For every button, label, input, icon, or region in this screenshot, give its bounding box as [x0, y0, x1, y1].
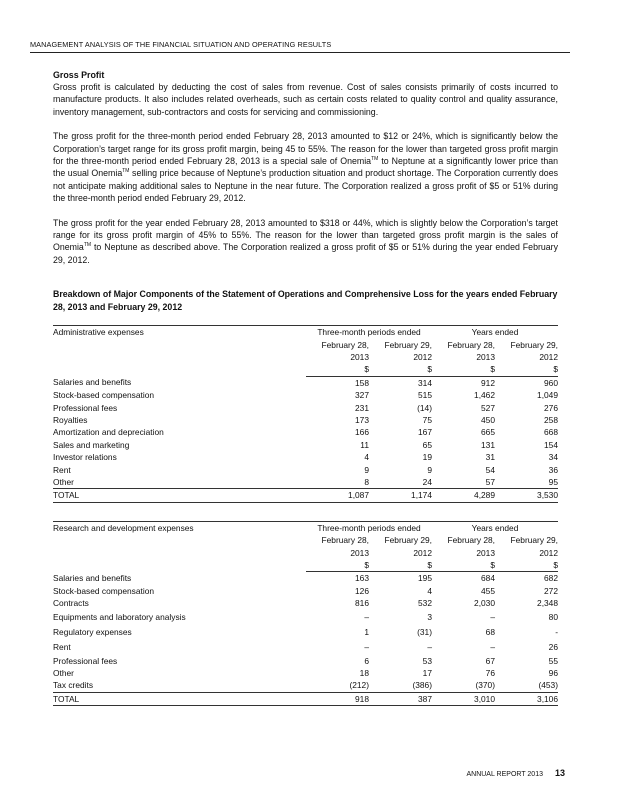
report-label: ANNUAL REPORT 2013	[466, 771, 543, 778]
currency-row	[53, 559, 558, 572]
research-development-expenses-table	[53, 521, 558, 706]
column-header: 2012	[413, 547, 432, 558]
column-header: 2013	[350, 351, 369, 362]
cell-value: 54	[485, 464, 495, 475]
column-header: 2013	[350, 547, 369, 558]
cell-value: 154	[544, 439, 558, 450]
paragraph-text: The gross profit for the three-month period ended February 28, 2013 amounted to $12 or 24%, which is significantly below the Corporation’s target range for its gross profit margin, being 45 to 55%. The reason for the lower than targeted gross profit margin for the three-month period ended February 28, 2013 is a special sale of Onemia	[53, 131, 558, 167]
cell-value: 24	[422, 476, 432, 487]
row-label: Salaries and benefits	[53, 573, 132, 584]
column-group-years: Years ended	[432, 326, 558, 339]
cell-value: –	[490, 641, 495, 652]
cell-value: 19	[422, 452, 432, 463]
cell-value: (14)	[417, 402, 432, 413]
row-label: TOTAL	[53, 692, 306, 705]
column-header: 2012	[539, 547, 558, 558]
column-header: February 29,	[510, 339, 558, 350]
cell-value: 2,030	[474, 598, 495, 609]
cell-value: 158	[355, 377, 369, 388]
cell-value: 195	[418, 573, 432, 584]
row-label: Rent	[53, 641, 71, 652]
cell-value: 960	[544, 377, 558, 388]
currency-symbol: $	[495, 363, 558, 376]
row-label: Other	[53, 476, 74, 487]
table-row	[53, 464, 558, 476]
cell-value: –	[490, 611, 495, 622]
cell-value: 4,289	[432, 489, 495, 502]
page-footer	[466, 768, 565, 778]
total-row	[53, 489, 558, 502]
cell-value: 327	[355, 390, 369, 401]
currency-symbol: $	[369, 559, 432, 572]
cell-value: 76	[485, 668, 495, 679]
row-label: Tax credits	[53, 680, 94, 691]
currency-symbol: $	[432, 363, 495, 376]
cell-value: 96	[548, 668, 558, 679]
cell-value: -	[555, 626, 558, 637]
paragraph-text: The gross profit for the year ended February 28, 2013 amounted to $318 or 44%, which is slightly below the Corporation’s target range for its gross profit margin of 45% to 55%. The reason for the lower than targeted gross profit margin is the sales of Onemia	[53, 217, 558, 253]
paragraph-text: to Neptune at a significantly lower price than the usual Onemia	[53, 156, 558, 179]
cell-value: 258	[544, 414, 558, 425]
cell-value: 1	[364, 626, 369, 637]
cell-value: 36	[548, 464, 558, 475]
cell-value: 532	[418, 598, 432, 609]
administrative-expenses-table	[53, 325, 558, 503]
header-divider	[30, 52, 570, 53]
cell-value: (212)	[349, 680, 369, 691]
cell-value: 167	[418, 427, 432, 438]
breakdown-title: Breakdown of Major Components of the Statement of Operations and Comprehensive Loss for the years ended February 28, 2013 and February 29, 2012	[53, 289, 558, 312]
cell-value: 53	[422, 655, 432, 666]
cell-value: 527	[481, 402, 495, 413]
column-header: 2012	[539, 351, 558, 362]
table-row	[53, 426, 558, 438]
cell-value: 95	[548, 476, 558, 487]
row-label: TOTAL	[53, 489, 306, 502]
table-title: Research and development expenses	[53, 521, 306, 534]
row-label: Professional fees	[53, 655, 118, 666]
row-label: Contracts	[53, 598, 89, 609]
currency-symbol: $	[495, 559, 558, 572]
cell-value: 4	[427, 585, 432, 596]
table-row	[53, 389, 558, 401]
currency-symbol: $	[306, 559, 369, 572]
currency-row	[53, 363, 558, 376]
cell-value: 2,348	[537, 598, 558, 609]
cell-value: 3,106	[495, 692, 558, 705]
section-title-gross-profit: Gross Profit	[53, 70, 105, 80]
table-row	[53, 655, 558, 667]
table-header-row	[53, 547, 558, 559]
table-title: Administrative expenses	[53, 326, 306, 339]
cell-value: 684	[481, 573, 495, 584]
column-header: February 28,	[321, 339, 369, 350]
table-row	[53, 439, 558, 451]
column-header: February 28,	[447, 339, 495, 350]
column-group-three-month: Three-month periods ended	[306, 521, 432, 534]
row-label: Investor relations	[53, 452, 117, 463]
cell-value: 276	[544, 402, 558, 413]
currency-symbol: $	[432, 559, 495, 572]
currency-symbol: $	[306, 363, 369, 376]
cell-value: 1,174	[369, 489, 432, 502]
cell-value: 11	[360, 439, 369, 450]
row-label: Sales and marketing	[53, 439, 130, 450]
paragraph-gross-profit-year	[53, 217, 558, 267]
cell-value: 668	[544, 427, 558, 438]
cell-value: 126	[355, 585, 369, 596]
paragraph-gross-profit-quarter	[53, 130, 558, 204]
table-row	[53, 476, 558, 489]
cell-value: 1,462	[474, 390, 495, 401]
cell-value: 515	[418, 390, 432, 401]
table-row	[53, 414, 558, 426]
cell-value: 455	[481, 585, 495, 596]
cell-value: 1,087	[306, 489, 369, 502]
row-label: Equipments and laboratory analysis	[53, 611, 186, 622]
column-header: February 29,	[384, 339, 432, 350]
column-header: February 28,	[321, 535, 369, 546]
cell-value: 231	[355, 402, 369, 413]
cell-value: 34	[548, 452, 558, 463]
cell-value: (386)	[412, 680, 432, 691]
cell-value: 26	[548, 641, 558, 652]
cell-value: 80	[548, 611, 558, 622]
cell-value: 912	[481, 377, 495, 388]
trademark-mark: TM	[371, 156, 379, 163]
table-row	[53, 610, 558, 625]
main-content	[53, 70, 558, 724]
currency-symbol: $	[369, 363, 432, 376]
cell-value: 816	[355, 598, 369, 609]
paragraph-text: to Neptune as described above. The Corporation realized a gross profit of $5 or 51% during the year ended February 29, 2012.	[53, 242, 558, 265]
table-row	[53, 640, 558, 655]
trademark-mark: TM	[83, 242, 92, 249]
page-header: MANAGEMENT ANALYSIS OF THE FINANCIAL SITUATION AND OPERATING RESULTS	[30, 40, 332, 49]
trademark-mark: TM	[122, 168, 130, 175]
cell-value: 3,530	[495, 489, 558, 502]
row-label: Professional fees	[53, 402, 118, 413]
column-header: February 29,	[384, 535, 432, 546]
table-header-row	[53, 339, 558, 351]
cell-value: 314	[418, 377, 432, 388]
row-label: Rent	[53, 464, 71, 475]
cell-value: (31)	[417, 626, 432, 637]
table-header-row	[53, 326, 558, 339]
cell-value: 665	[481, 427, 495, 438]
row-label: Amortization and depreciation	[53, 427, 164, 438]
table-row	[53, 376, 558, 389]
table-row	[53, 679, 558, 692]
cell-value: 67	[485, 655, 495, 666]
table-row	[53, 402, 558, 414]
cell-value: –	[364, 641, 369, 652]
column-header: February 28,	[447, 535, 495, 546]
cell-value: 75	[422, 414, 432, 425]
total-row	[53, 692, 558, 705]
cell-value: 918	[306, 692, 369, 705]
cell-value: 682	[544, 573, 558, 584]
row-label: Regulatory expenses	[53, 626, 132, 637]
table-row	[53, 625, 558, 640]
cell-value: 4	[364, 452, 369, 463]
cell-value: 68	[485, 626, 495, 637]
cell-value: 8	[364, 476, 369, 487]
page-number: 13	[554, 768, 565, 778]
cell-value: 9	[364, 464, 369, 475]
row-label: Stock-based compensation	[53, 585, 155, 596]
table-row	[53, 451, 558, 463]
row-label: Royalties	[53, 414, 88, 425]
cell-value: 163	[355, 573, 369, 584]
cell-value: (370)	[475, 680, 495, 691]
table-header-row	[53, 521, 558, 534]
paragraph-text: selling price because of Neptune’s production situation and product shortage. The Corporation currently does not anticipate making additional sales to Neptune in the near future. The Corporation realized a gross profit of $5 or 51% during the three-month period ended February 29, 2012.	[53, 168, 558, 204]
table-header-row	[53, 351, 558, 363]
cell-value: 272	[544, 585, 558, 596]
table-row	[53, 667, 558, 679]
cell-value: 166	[355, 427, 369, 438]
cell-value: 65	[422, 439, 432, 450]
cell-value: 57	[485, 476, 495, 487]
column-group-three-month: Three-month periods ended	[306, 326, 432, 339]
row-label: Stock-based compensation	[53, 390, 155, 401]
row-label: Other	[53, 668, 74, 679]
table-header-row	[53, 534, 558, 546]
cell-value: 3	[427, 611, 432, 622]
cell-value: –	[427, 641, 432, 652]
cell-value: –	[364, 611, 369, 622]
cell-value: 9	[427, 464, 432, 475]
cell-value: 31	[485, 452, 495, 463]
column-header: February 29,	[510, 535, 558, 546]
column-header: 2013	[476, 351, 495, 362]
cell-value: 387	[369, 692, 432, 705]
column-header: 2013	[476, 547, 495, 558]
cell-value: 17	[422, 668, 432, 679]
cell-value: (453)	[538, 680, 558, 691]
paragraph-gross-profit-definition: Gross profit is calculated by deducting the cost of sales from revenue. Cost of sales consists primarily of costs incurred to manufacture products. It also includes related overheads, such as certain costs related to quality control and quality assurance, inventory management, sub-contractors and costs for servicing and commissioning.	[53, 82, 558, 117]
cell-value: 131	[481, 439, 495, 450]
cell-value: 1,049	[537, 390, 558, 401]
column-group-years: Years ended	[432, 521, 558, 534]
table-row	[53, 597, 558, 609]
column-header: 2012	[413, 351, 432, 362]
cell-value: 18	[359, 668, 369, 679]
cell-value: 173	[355, 414, 369, 425]
cell-value: 55	[548, 655, 558, 666]
cell-value: 450	[481, 414, 495, 425]
table-row	[53, 572, 558, 585]
row-label: Salaries and benefits	[53, 377, 132, 388]
cell-value: 3,010	[432, 692, 495, 705]
table-row	[53, 585, 558, 597]
cell-value: 6	[364, 655, 369, 666]
